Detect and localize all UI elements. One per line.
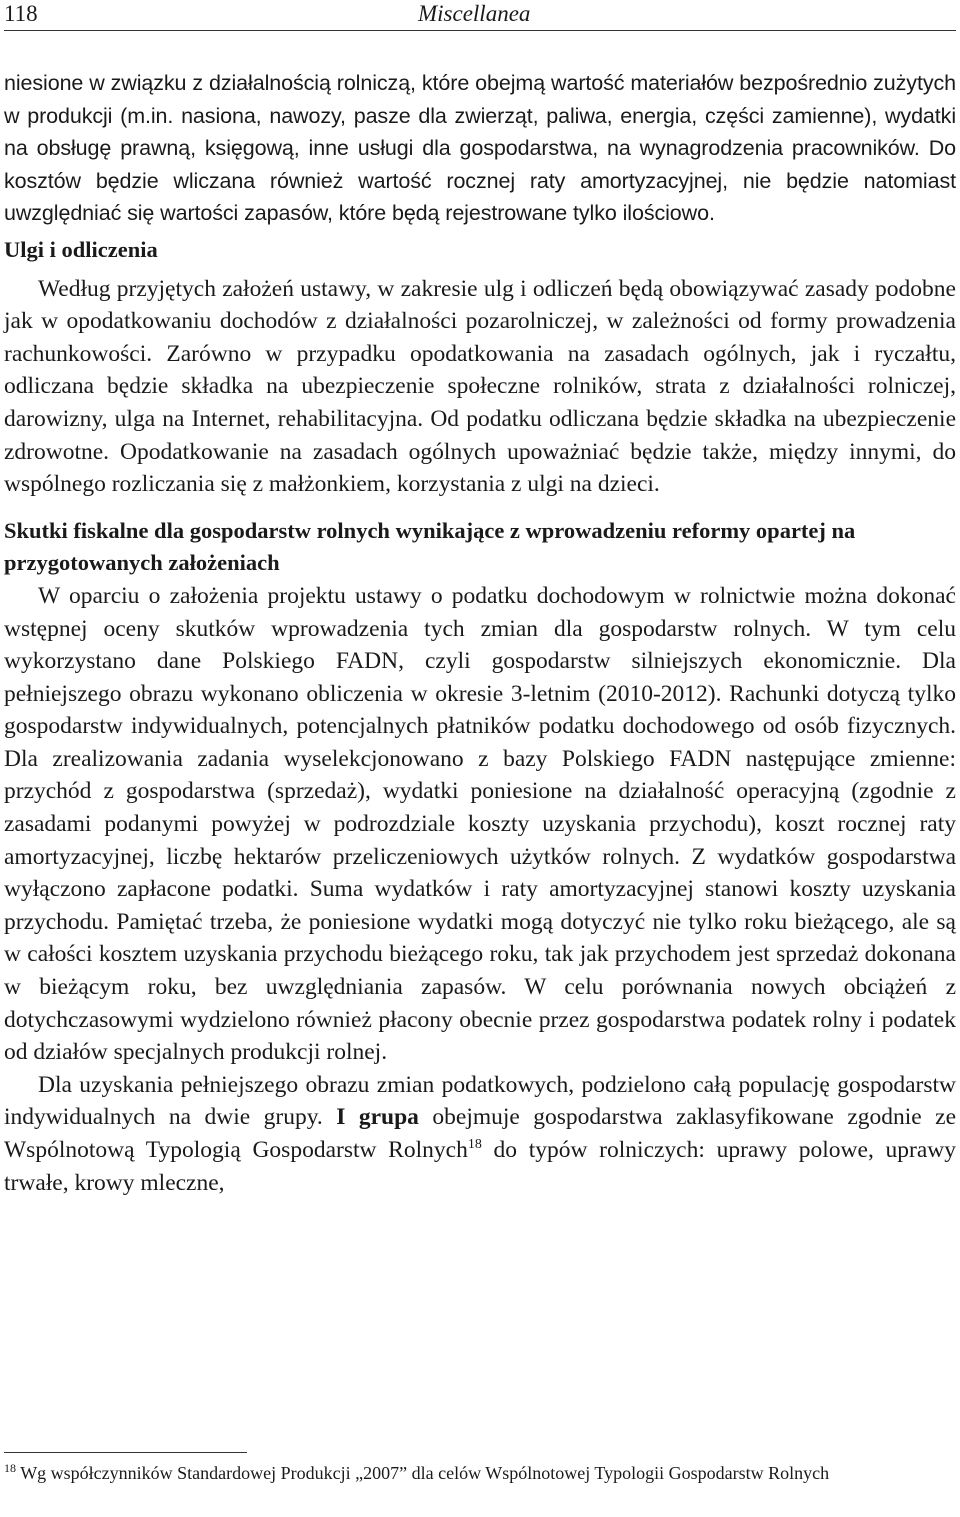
effects-paragraph-1: W oparciu o założenia projektu ustawy o podatku dochodowym w rolnictwie można dokonać wstępnej oceny skutków wprowadzenia tych zmian dla gospodarstw rolnych. W tym celu wykorzystano dane Polskiego FADN, czyli gospodarstw silniejszych ekonomicznie. Dla pełniejszego obrazu wykonano obliczenia w okresie 3-letnim (2010-2012). Rachunki dotyczą tylko gospodarstw indywidualnych, potencjalnych płatników podatku dochodowego od osób fizycznych. Dla zrealizowania zadania wyselekcjonowano z bazy Polskiego FADN następujące zmienne: przychód z gospodarstwa (sprzedaż), wydatki poniesione na działalność operacyjną (zgodnie z zasadami podanymi powyżej w podrozdziale koszty uzyskania przychodu), koszt rocznej raty amortyzacyjnej, liczbę hektarów przeliczeniowych użytków rolnych. Z wydatków gospodarstwa wyłączono zapłacone podatki. Suma wydatków i raty amortyzacyjnej stanowi koszty uzyskania przychodu. Pamiętać trzeba, że poniesione wydatki mogą dotyczyć nie tylko roku bieżącego, ale są w całości kosztem uzyskania przychodu bieżącego roku, tak jak przychodem jest sprzedaż dokonana w bieżącym roku, bez uwzględniania zapasów. W celu porównania nowych obciążeń z dotychczasowymi wydzielono również płacony obecnie przez gospodarstwa podatek rolny i podatek od działów specjalnych produkcji rolnej. <box>4 582 956 1066</box>
effects-paragraph-2 <box>4 1069 956 1199</box>
page-number: 118 <box>4 1 38 26</box>
group-one-label: I grupa <box>336 1104 419 1131</box>
section-heading-relief: Ulgi i odliczenia <box>4 236 158 262</box>
page-header <box>4 0 956 31</box>
footnote-number: 18 <box>4 1461 16 1475</box>
footnote-text: Wg współczynników Standardowej Produkcji „2007” dla celów Wspólnotowej Typologii Gospodarstw Rolnych <box>20 1463 830 1483</box>
effects-paragraph-2-start: Dla uzyskania pełniejszego obrazu zmian podatkowych, podzielono całą populację gospodarstw indywidualnych na dwie grupy. <box>4 1071 956 1131</box>
running-title: Miscellanea <box>418 1 531 26</box>
relief-paragraph: Według przyjętych założeń ustawy, w zakresie ulg i odliczeń będą obowiązywać zasady podobne jak w opodatkowaniu dochodów z działalności pozarolniczej, w zależności od formy prowadzenia rachunkowości. Zarówno w przypadku opodatkowania na zasadach ogólnych, jak i ryczałtu, odliczana będzie składka na ubezpieczenie społeczne rolników, strata z działalności rolniczej, darowizny, ulga na Internet, rehabilitacyjna. Od podatku odliczana będzie składka na ubezpieczenie zdrowotne. Opodatkowanie na zasadach ogólnych upoważniać będzie także, między innymi, do wspólnego rozliczania się z małżonkiem, korzystania z ulgi na dzieci. <box>4 275 956 498</box>
effects-paragraph-2-end: do typów rolniczych: uprawy polowe, uprawy trwałe, krowy mleczne, <box>4 1137 957 1196</box>
footnote <box>4 1459 956 1488</box>
effects-paragraph-2-middle: obejmuje gospodarstwa zaklasyfikowane zgodnie ze Wspólnotową Typologią Gospodarstw Rolnych <box>4 1104 957 1163</box>
page-body <box>4 67 956 1199</box>
footnote-reference[interactable]: 18 <box>467 1137 482 1152</box>
intro-paragraph: niesione w związku z działalnością rolniczą, które obejmą wartość materiałów bezpośrednio zużytych w produkcji (m.in. nasiona, nawozy, pasze dla zwierząt, paliwa, energia, części zamienne), wydatki na obsługę prawną, księgową, inne usługi dla gospodarstwa, na wynagrodzenia pracowników. Do kosztów będzie wliczana również wartość rocznej raty amortyzacyjnej, nie będzie natomiast uwzględniać się wartości zapasów, które będą rejestrowane tylko ilościowo. <box>4 71 956 226</box>
intro-block <box>4 67 956 230</box>
section-heading-fiscal-effects: Skutki fiskalne dla gospodarstw rolnych wynikające z wprowadzeniu reformy opartej na przygotowanych założeniach <box>4 517 856 576</box>
footnote-separator <box>4 1452 247 1453</box>
